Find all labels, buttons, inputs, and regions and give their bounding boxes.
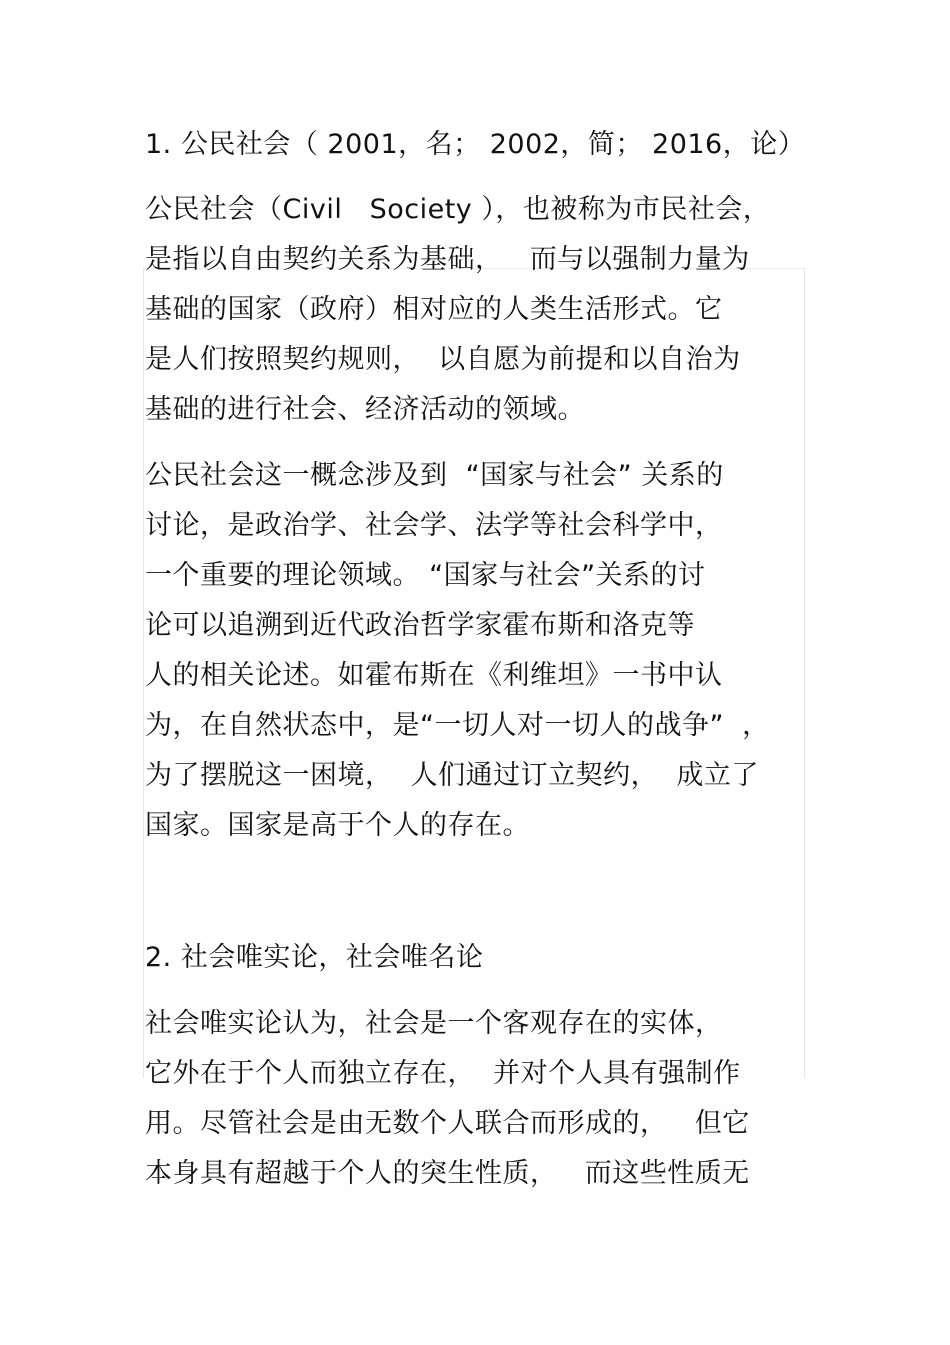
paragraph-line: 基础的进行社会、经济活动的领域。 [145,394,585,425]
paragraph-line: 本身具有超越于个人的突生性质， 而这些性质无 [145,1158,750,1189]
paragraph-line: 为了摆脱这一困境， 人们通过订立契约， 成立了 [145,760,759,791]
paragraph-line: 论可以追溯到近代政治哲学家霍布斯和洛克等 [145,610,695,641]
paragraph-line: 讨论，是政治学、社会学、法学等社会科学中， [145,510,723,541]
scan-frame-left [143,268,144,1078]
paragraph-line: 公民社会（Civil Society ），也被称为市民社会， [145,194,771,225]
paragraph-line: 是人们按照契约规则， 以自愿为前提和以自治为 [145,344,741,375]
section-heading-social-realism: 2. 社会唯实论，社会唯名论 [145,942,484,973]
paragraph-line: 用。尽管社会是由无数个人联合而形成的， 但它 [145,1108,750,1139]
paragraph-line: 一个重要的理论领域。 “国家与社会”关系的讨 [145,560,706,591]
paragraph-line: 为，在自然状态中，是“一切人对一切人的战争” ， [145,710,770,741]
section-heading-civil-society: 1. 公民社会（ 2001，名； 2002，简； 2016，论） [145,129,806,160]
paragraph-line: 国家。国家是高于个人的存在。 [145,810,530,841]
paragraph-line: 它外在于个人而独立存在， 并对个人具有强制作 [145,1058,741,1089]
paragraph-line: 人的相关论述。如霍布斯在《利维坦》一书中认 [145,660,723,691]
paragraph-line: 公民社会这一概念涉及到 “国家与社会” 关系的 [145,460,724,491]
paragraph-line: 社会唯实论认为，社会是一个客观存在的实体， [145,1008,723,1039]
paragraph-line: 基础的国家（政府）相对应的人类生活形式。它 [145,294,723,325]
paragraph-line: 是指以自由契约关系为基础， 而与以强制力量为 [145,244,750,275]
